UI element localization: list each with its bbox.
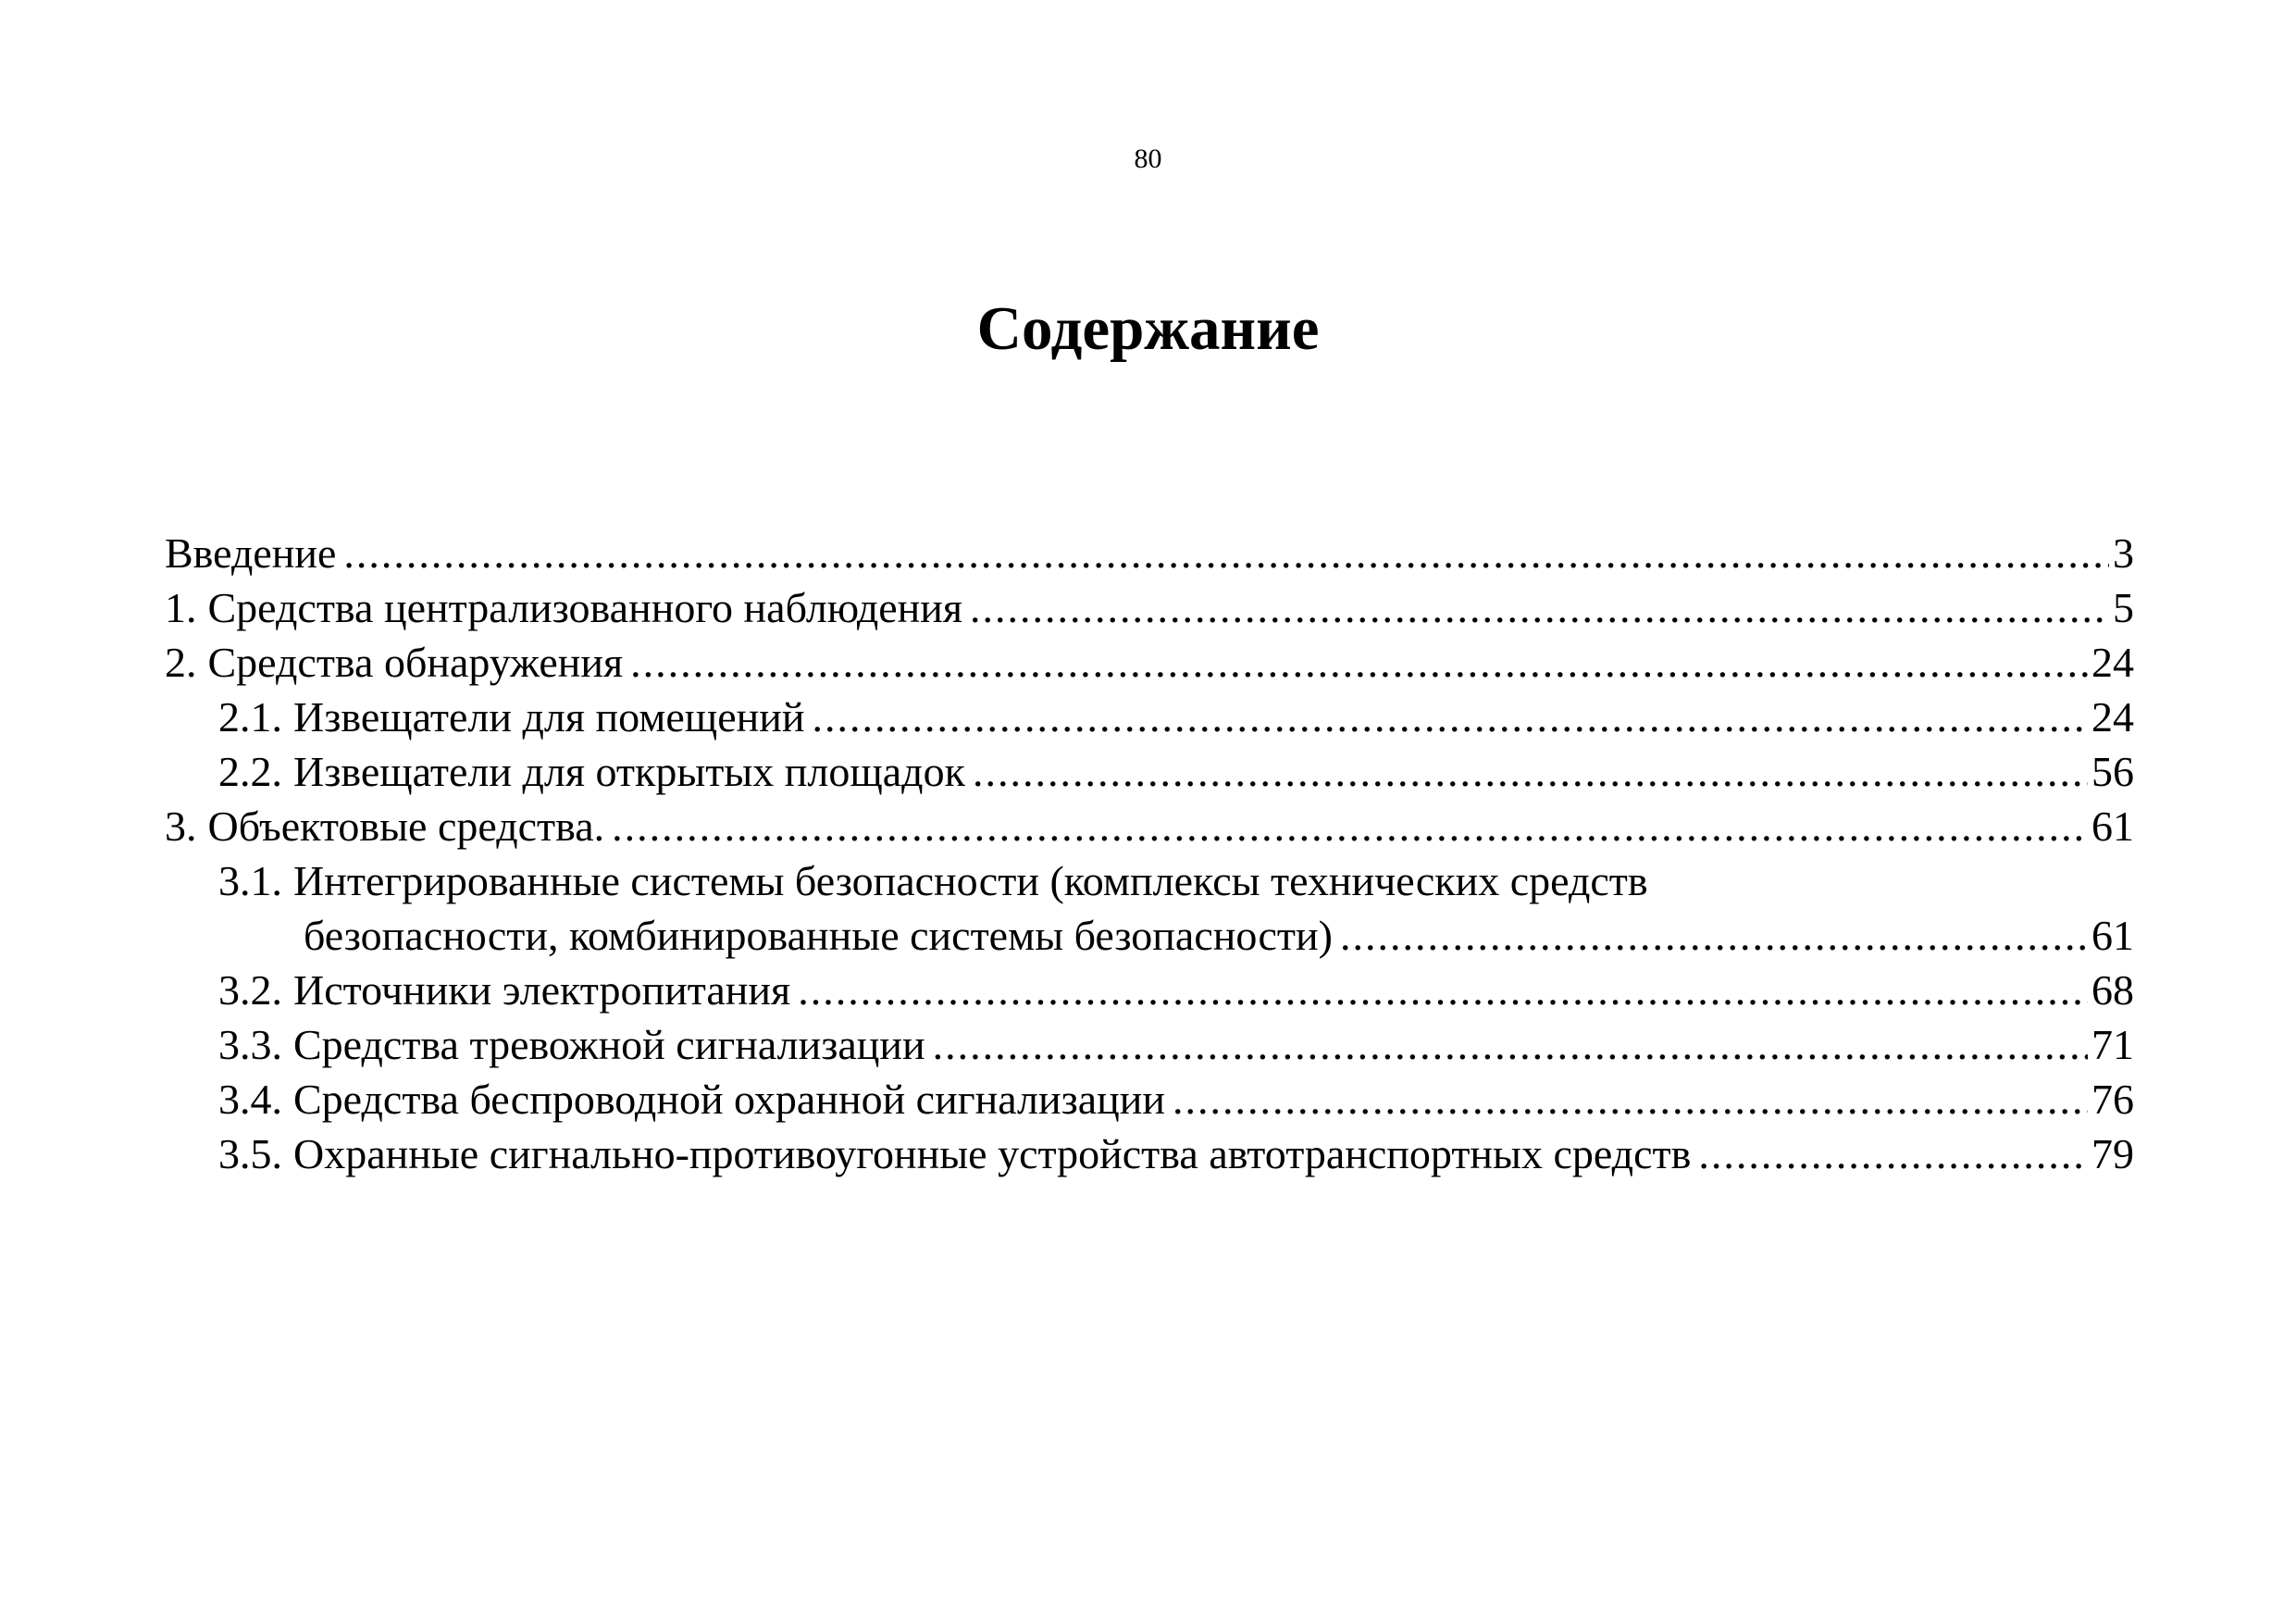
toc-dot-leader (933, 1017, 2088, 1072)
toc-dot-leader (343, 526, 2109, 580)
toc-entry-number: 3. (165, 803, 197, 850)
toc-dot-leader (798, 963, 2088, 1017)
toc-entry-label (165, 635, 623, 690)
toc-entry-label (165, 526, 336, 580)
toc-entry-number: 3.2. (218, 966, 282, 1014)
toc-dot-leader (1173, 1072, 2088, 1126)
toc-entry-page: 56 (2091, 748, 2134, 795)
toc-entry-text: Извещатели для помещений (293, 693, 805, 741)
toc-entry-2-1[interactable] (165, 690, 2134, 744)
toc-entry-label (218, 1072, 1165, 1126)
toc-dot-leader (970, 580, 2109, 635)
toc-entry-introduction[interactable] (165, 526, 2134, 580)
toc-entry-number: 2. (165, 639, 197, 686)
toc-entry-number: 2.1. (218, 693, 282, 741)
toc-dot-leader (1340, 908, 2088, 963)
toc-dot-leader (812, 690, 2088, 744)
toc-entry-3[interactable] (165, 799, 2134, 853)
page-title: Содержание (976, 294, 1320, 363)
toc-entry-3-3[interactable] (165, 1017, 2134, 1072)
table-of-contents (165, 526, 2134, 1181)
toc-entry-2[interactable] (165, 635, 2134, 690)
toc-entry-label (218, 744, 965, 799)
toc-entry-label (218, 1017, 925, 1072)
toc-entry-3-2[interactable] (165, 963, 2134, 1017)
toc-entry-page: 61 (2091, 912, 2134, 959)
toc-dot-leader (630, 635, 2088, 690)
toc-entry-page: 3 (2113, 529, 2134, 577)
toc-entry-number: 3.5. (218, 1130, 282, 1177)
toc-entry-number: 1. (165, 584, 197, 631)
toc-entry-3-1[interactable] (165, 853, 2134, 963)
toc-dot-leader (973, 744, 2088, 799)
toc-entry-label (165, 580, 962, 635)
toc-entry-page: 5 (2113, 584, 2134, 631)
toc-entry-text: Средства обнаружения (207, 639, 624, 686)
toc-entry-number: 3.1. (218, 857, 282, 904)
toc-entry-3-4[interactable] (165, 1072, 2134, 1126)
toc-entry-3-5[interactable] (165, 1126, 2134, 1181)
page-number: 80 (1134, 143, 1162, 174)
toc-entry-text-continued: безопасности, комбинированные системы безопасности) (304, 912, 1333, 959)
toc-entry-2-2[interactable] (165, 744, 2134, 799)
toc-entry-text: Извещатели для открытых площадок (293, 748, 965, 795)
toc-entry-page: 24 (2091, 639, 2134, 686)
toc-entry-text: Объектовые средства. (207, 803, 605, 850)
toc-dot-leader (1698, 1126, 2088, 1181)
toc-entry-1[interactable] (165, 580, 2134, 635)
toc-entry-text: Охранные сигнально-противоугонные устройства автотранспортных средств (293, 1130, 1692, 1177)
toc-entry-page: 76 (2091, 1076, 2134, 1123)
toc-dot-leader (612, 799, 2088, 853)
toc-entry-text: Интегрированные системы безопасности (комплексы технических средств (293, 857, 1648, 904)
toc-entry-page: 24 (2091, 693, 2134, 741)
toc-entry-page: 68 (2091, 966, 2134, 1014)
toc-entry-text: Средства централизованного наблюдения (207, 584, 963, 631)
toc-entry-page: 61 (2091, 803, 2134, 850)
toc-entry-label (218, 963, 790, 1017)
toc-entry-text: Введение (165, 529, 337, 577)
toc-entry-number: 3.4. (218, 1076, 282, 1123)
toc-entry-number: 3.3. (218, 1021, 282, 1068)
toc-entry-label (218, 690, 804, 744)
toc-entry-label (218, 1126, 1691, 1181)
toc-entry-text: Средства тревожной сигнализации (293, 1021, 925, 1068)
toc-entry-page: 71 (2091, 1021, 2134, 1068)
toc-entry-page: 79 (2091, 1130, 2134, 1177)
toc-entry-number: 2.2. (218, 748, 282, 795)
toc-entry-text: Средства беспроводной охранной сигнализации (293, 1076, 1166, 1123)
toc-entry-label (218, 853, 2134, 908)
toc-entry-text: Источники электропитания (293, 966, 791, 1014)
toc-entry-continuation (218, 908, 2134, 963)
toc-entry-label (165, 799, 604, 853)
